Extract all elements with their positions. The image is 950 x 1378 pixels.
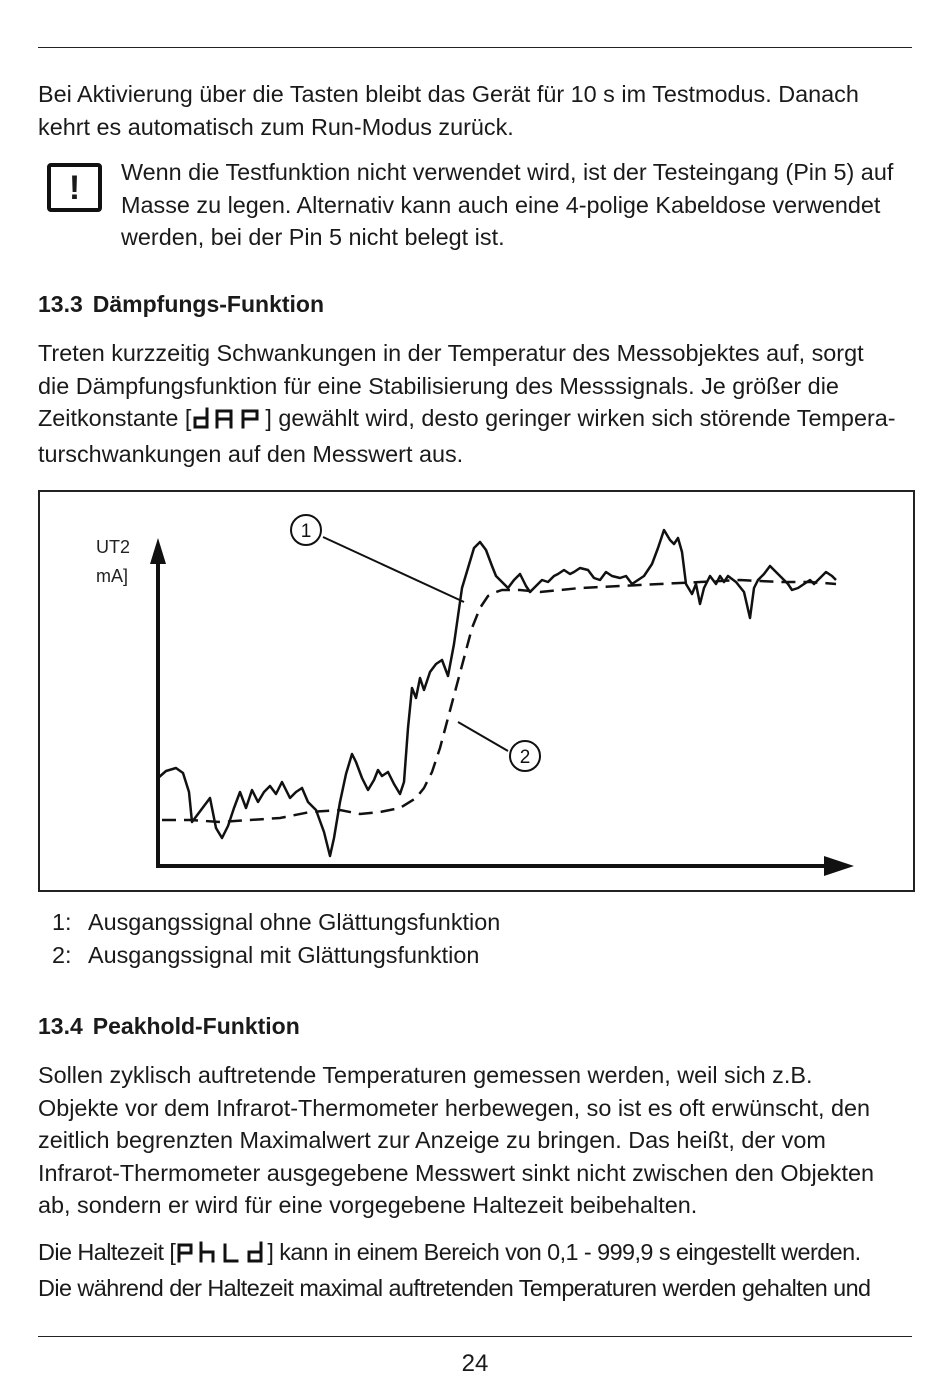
s2-line-3: zeitlich begrenzten Maximalwert zur Anzeige zu bringen. Das heißt, der vom (38, 1127, 826, 1153)
section-title: Dämpfungs-Funktion (92, 291, 325, 317)
legend-text: Ausgangssignal ohne Glättungsfunktion (88, 909, 501, 935)
intro-paragraph (38, 78, 912, 143)
s1-line-2: die Dämpfungsfunktion für eine Stabilisierung des Messsignals. Je größer die (38, 372, 839, 399)
y-axis-label-1: UT2 (96, 537, 131, 557)
callout-2-leader (458, 722, 508, 751)
callout-1 (291, 515, 321, 545)
section-13-3-paragraph (38, 337, 912, 470)
lcd-code-dap (191, 405, 265, 438)
page-number: 24 (461, 1350, 489, 1377)
legend-key: 1: (52, 909, 72, 935)
signal-unsmoothed-line (158, 530, 836, 856)
y-axis-label-2: mA] (96, 566, 129, 586)
s2-line-4: Infrarot-Thermometer ausgegebene Messwert sinkt nicht zwischen den Objekten (38, 1159, 874, 1186)
legend-item (52, 939, 500, 972)
s2-line-2: Objekte vor dem Infrarot-Thermometer herbewegen, so ist es oft erwünscht, den (38, 1094, 871, 1121)
warning-line-2: Masse zu legen. Alternativ kann auch eine 4-polige Kabeldose verwendet (121, 191, 881, 218)
warning-line-3: werden, bei der Pin 5 nicht belegt ist. (121, 224, 505, 250)
damping-figure (38, 490, 915, 892)
damping-graph (40, 492, 917, 894)
s2-line-1: Sollen zyklisch auftretende Temperaturen gemessen werden, weil sich z.B. (38, 1062, 813, 1088)
haltezeit-paragraph (38, 1236, 912, 1304)
top-rule (38, 47, 912, 48)
warning-note (121, 156, 901, 254)
section-heading-13-3 (38, 291, 324, 318)
lcd-code-phld (175, 1239, 267, 1272)
intro-line-1: Bei Aktivierung über die Tasten bleibt das Gerät für 10 s im Testmodus. Danach (38, 81, 859, 107)
legend-text: Ausgangssignal mit Glättungsfunktion (88, 941, 480, 968)
callout-1-label: 1 (300, 521, 312, 542)
warning-line-1: Wenn die Testfunktion nicht verwendet wird, ist der Testeingang (Pin 5) auf (121, 159, 894, 185)
legend-item (52, 906, 500, 939)
legend-key: 2: (52, 941, 72, 968)
s1-line-1: Treten kurzzeitig Schwankungen in der Temperatur des Messobjektes auf, sorgt (38, 340, 864, 366)
bottom-rule (38, 1336, 912, 1337)
x-axis-arrow (824, 856, 854, 876)
section-heading-13-4 (38, 1013, 300, 1040)
section-title: Peakhold-Funktion (92, 1013, 300, 1039)
section-number: 13.3 (38, 291, 83, 317)
s1-line-3-post: ] gewählt wird, desto geringer wirken sich störende Tempera- (265, 405, 896, 431)
callout-2 (510, 741, 540, 771)
s2-line-5: ab, sondern er wird für eine vorgegebene Haltezeit beibehalten. (38, 1192, 698, 1218)
section-13-4-paragraph (38, 1059, 912, 1222)
callout-2-label: 2 (519, 747, 531, 768)
section-number: 13.4 (38, 1013, 83, 1039)
s2-line-6-pre: Die Haltezeit [ (38, 1239, 176, 1265)
y-axis-arrow (150, 538, 166, 564)
callout-1-leader (323, 537, 464, 602)
s1-line-4: turschwankungen auf den Messwert aus. (38, 440, 464, 467)
s2-line-7: Die während der Haltezeit maximal auftretenden Temperaturen werden gehalten und (38, 1274, 871, 1301)
intro-line-2: kehrt es automatisch zum Run-Modus zurück. (38, 113, 514, 140)
s2-line-6-post: ] kann in einem Bereich von 0,1 - 999,9 s eingestellt werden. (267, 1239, 861, 1265)
exclamation-icon: ! (47, 163, 102, 212)
s1-line-3-pre: Zeitkonstante [ (38, 405, 192, 431)
signal-smoothed-line (162, 580, 836, 822)
figure-legend (52, 906, 500, 971)
